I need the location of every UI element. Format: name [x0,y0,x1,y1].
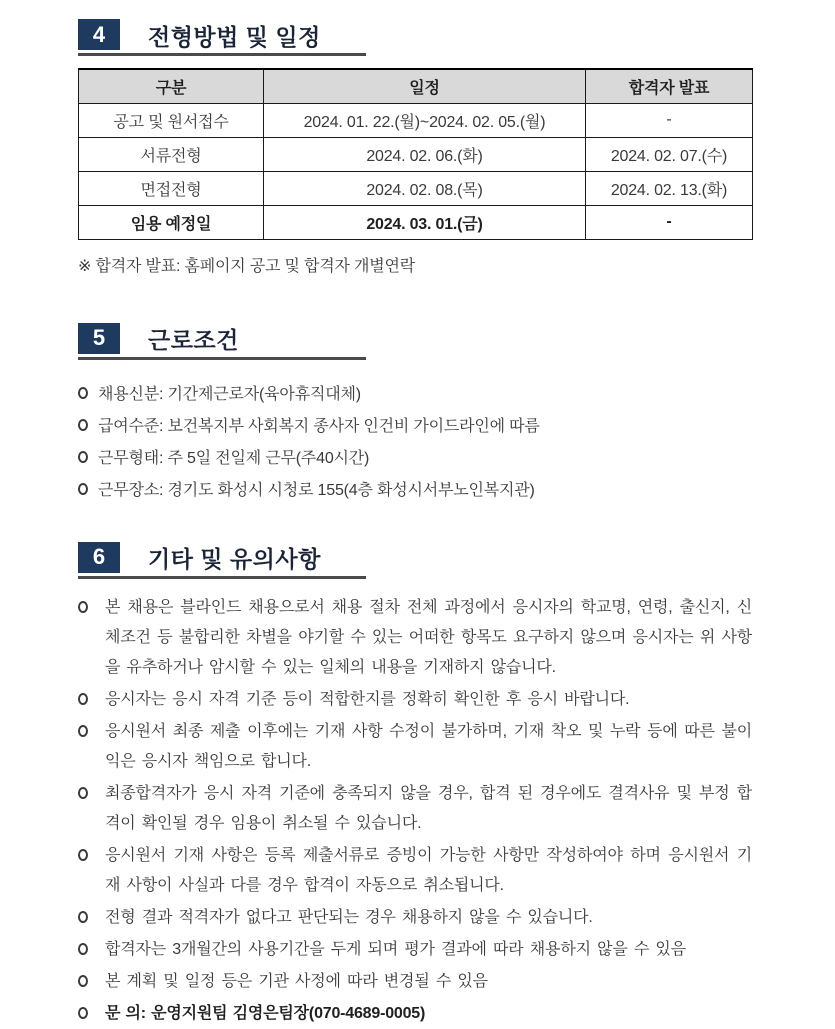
list-item-text: 합격자는 3개월간의 사용기간을 두게 되며 평가 결과에 따라 채용하지 않을 수 있음 [105,940,686,958]
list-item-text: 응시원서 기재 사항은 등록 제출서류로 증빙이 가능한 사항만 작성하여야 하며 응시원서 기재 사항이 사실과 다를 경우 합격이 자동으로 취소됩니다. [105,846,752,894]
section-4-number: 4 [92,21,106,47]
table-cell: 서류전형 [79,137,264,171]
list-item [78,841,752,901]
table-cell: 공고 및 원서접수 [79,103,264,137]
table-row [79,171,753,205]
schedule-table [78,68,753,240]
schedule-header-date: 일정 [264,69,586,103]
table-cell: 2024. 02. 07.(수) [586,137,753,171]
section-5-number-badge [78,323,120,354]
table-cell: 2024. 02. 08.(목) [264,171,586,205]
list-item [78,409,752,441]
list-item [78,593,752,683]
section-5-number: 5 [92,325,106,350]
list-item [78,935,752,965]
notes-list [78,593,752,1029]
section-4-title: 전형방법 및 일정 [148,23,321,50]
table-cell: 2024. 03. 01.(금) [264,205,586,239]
circle-bullet-icon [78,849,88,861]
table-row [79,205,753,239]
schedule-header-row [79,69,753,103]
section-6-title: 기타 및 유의사항 [148,546,321,573]
list-item [78,377,752,409]
circle-bullet-icon [78,911,88,923]
contact-info-item [78,999,752,1029]
table-row [79,103,753,137]
schedule-header-announcement: 합격자 발표 [586,69,753,103]
circle-bullet-icon [78,943,88,955]
section-4-header [78,19,366,56]
table-cell: 면접전형 [79,171,264,205]
circle-bullet-icon [78,1007,88,1019]
table-footnote: ※ 합격자 발표: 홈페이지 공고 및 합격자 개별연락 [78,257,416,275]
section-6-number-badge [78,542,120,573]
list-item [78,441,752,473]
list-item [78,903,752,933]
section-4-number-badge [78,19,120,50]
circle-bullet-icon [78,483,88,495]
table-cell: 2024. 02. 06.(화) [264,137,586,171]
list-item-text: 최종합격자가 응시 자격 기준에 충족되지 않을 경우, 합격 된 경우에도 결격사유 및 부정 합격이 확인될 경우 임용이 취소될 수 있습니다. [105,784,752,832]
section-5-header [78,323,366,360]
section-6-number: 6 [92,544,106,569]
working-conditions-list [78,377,752,505]
list-item [78,717,752,777]
list-item-text: 본 채용은 블라인드 채용으로서 채용 절차 전체 과정에서 응시자의 학교명, 연령, 출신지, 신체조건 등 불합리한 차별을 야기할 수 있는 어떠한 항목도 요구하지 않으며 응시자는 위 사항을 유추하거나 암시할 수 있는 일체의 내용을 기재하지 않습니다. [105,598,752,676]
circle-bullet-icon [78,451,88,463]
table-cell: - [586,103,753,137]
table-row [79,137,753,171]
section-5-title: 근로조건 [148,327,239,354]
circle-bullet-icon [78,601,88,613]
schedule-header-category: 구분 [79,69,264,103]
circle-bullet-icon [78,419,88,431]
list-item-text: 응시원서 최종 제출 이후에는 기재 사항 수정이 불가하며, 기재 착오 및 누락 등에 따른 불이익은 응시자 책임으로 합니다. [105,722,752,770]
list-item-text: 근무장소: 경기도 화성시 시청로 155(4층 화성시서부노인복지관) [98,482,535,499]
list-item-text: 전형 결과 적격자가 없다고 판단되는 경우 채용하지 않을 수 있습니다. [105,908,593,926]
list-item [78,779,752,839]
table-cell: 임용 예정일 [79,205,264,239]
list-item [78,473,752,505]
list-item-text: 채용신분: 기간제근로자(육아휴직대체) [98,386,361,403]
circle-bullet-icon [78,387,88,399]
table-cell: 2024. 02. 13.(화) [586,171,753,205]
circle-bullet-icon [78,725,88,737]
circle-bullet-icon [78,787,88,799]
list-item-text: 본 계획 및 일정 등은 기관 사정에 따라 변경될 수 있음 [105,972,488,990]
table-cell: 2024. 01. 22.(월)~2024. 02. 05.(월) [264,103,586,137]
list-item-text: 응시자는 응시 자격 기준 등이 적합한지를 정확히 확인한 후 응시 바랍니다. [105,690,630,708]
list-item-text: 근무형태: 주 5일 전일제 근무(주40시간) [98,450,370,467]
contact-info-text: 문 의: 운영지원팀 김영은팀장(070-4689-0005) [105,1004,426,1022]
list-item [78,685,752,715]
list-item [78,967,752,997]
section-6-header [78,542,366,579]
list-item-text: 급여수준: 보건복지부 사회복지 종사자 인건비 가이드라인에 따름 [98,418,540,435]
circle-bullet-icon [78,693,88,705]
table-cell: - [586,205,753,239]
